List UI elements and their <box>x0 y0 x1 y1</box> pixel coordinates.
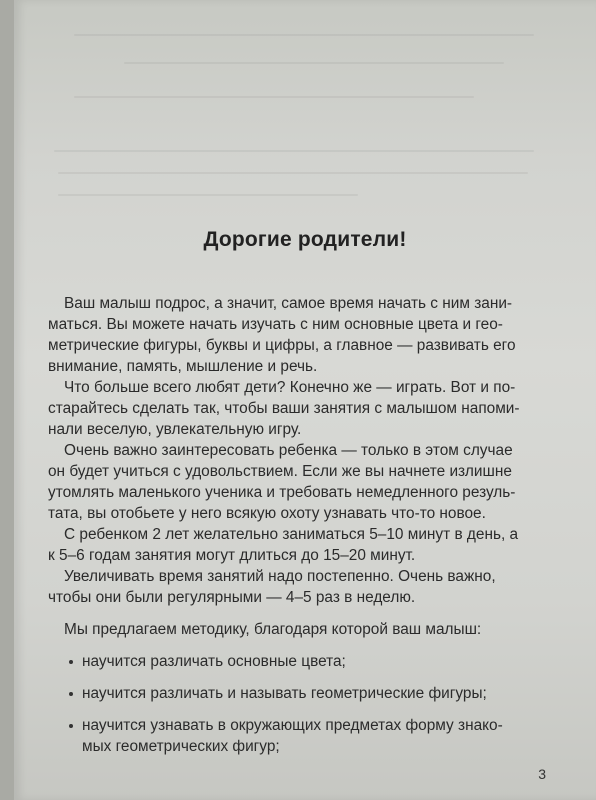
text-line: метрические фигуры, буквы и цифры, а главное — развивать его <box>48 337 516 354</box>
show-through-line <box>74 34 534 36</box>
show-through-line <box>124 62 504 64</box>
list-item-text: научится различать и называть геометрические фигуры; <box>82 685 487 702</box>
book-page <box>14 0 596 800</box>
list-item-continuation <box>48 736 564 757</box>
show-through-line <box>74 96 474 98</box>
list-item <box>48 683 564 704</box>
paragraph-6 <box>48 619 564 640</box>
body-text <box>48 293 564 757</box>
text-line: к 5–6 годам занятия могут длиться до 15–20 минут. <box>48 547 416 564</box>
text-line: маться. Вы можете начать изучать с ним основные цвета и гео- <box>48 316 503 333</box>
text-line: чтобы они были регулярными — 4–5 раз в неделю. <box>48 589 416 606</box>
list-item <box>48 651 564 672</box>
list-item-text: научится узнавать в окружающих предметах форму знако- <box>82 717 503 734</box>
text-line: Мы предлагаем методику, благодаря которой ваш малыш: <box>64 621 482 638</box>
text-line: внимание, память, мышление и речь. <box>48 358 318 375</box>
bullet-icon <box>69 692 73 696</box>
text-line: он будет учиться с удовольствием. Если же вы начнете излишне <box>48 463 512 480</box>
bullet-icon <box>69 724 73 728</box>
page-title: Дорогие родители! <box>203 228 407 251</box>
text-line: Очень важно заинтересовать ребенка — только в этом случае <box>64 442 513 459</box>
bullet-icon <box>69 660 73 664</box>
show-through-line <box>58 194 358 196</box>
paragraph-5 <box>48 566 564 608</box>
list-item <box>48 715 564 736</box>
text-line: тата, вы отобьете у него всякую охоту узнавать что-то новое. <box>48 505 486 522</box>
show-through-line <box>54 150 534 152</box>
paragraph-4 <box>48 524 564 566</box>
page-number: 3 <box>538 766 546 782</box>
text-line: С ребенком 2 лет желательно заниматься 5–10 минут в день, а <box>64 526 519 543</box>
text-line: Ваш малыш подрос, а значит, самое время начать с ним зани- <box>64 295 513 312</box>
bullet-list <box>48 651 564 757</box>
paragraph-1 <box>48 293 564 377</box>
text-line: утомлять маленького ученика и требовать немедленного резуль- <box>48 484 516 501</box>
text-line: Что больше всего любят дети? Конечно же — играть. Вот и по- <box>64 379 516 396</box>
text-line: старайтесь сделать так, чтобы ваши занятия с малышом напоми- <box>48 400 520 417</box>
list-item-text: мых геометрических фигур; <box>82 738 280 755</box>
list-item-text: научится различать основные цвета; <box>82 653 346 670</box>
text-line: Увеличивать время занятий надо постепенно. Очень важно, <box>64 568 496 585</box>
paragraph-2 <box>48 377 564 440</box>
paragraph-3 <box>48 440 564 524</box>
show-through-line <box>58 172 528 174</box>
text-line: нали веселую, увлекательную игру. <box>48 421 302 438</box>
